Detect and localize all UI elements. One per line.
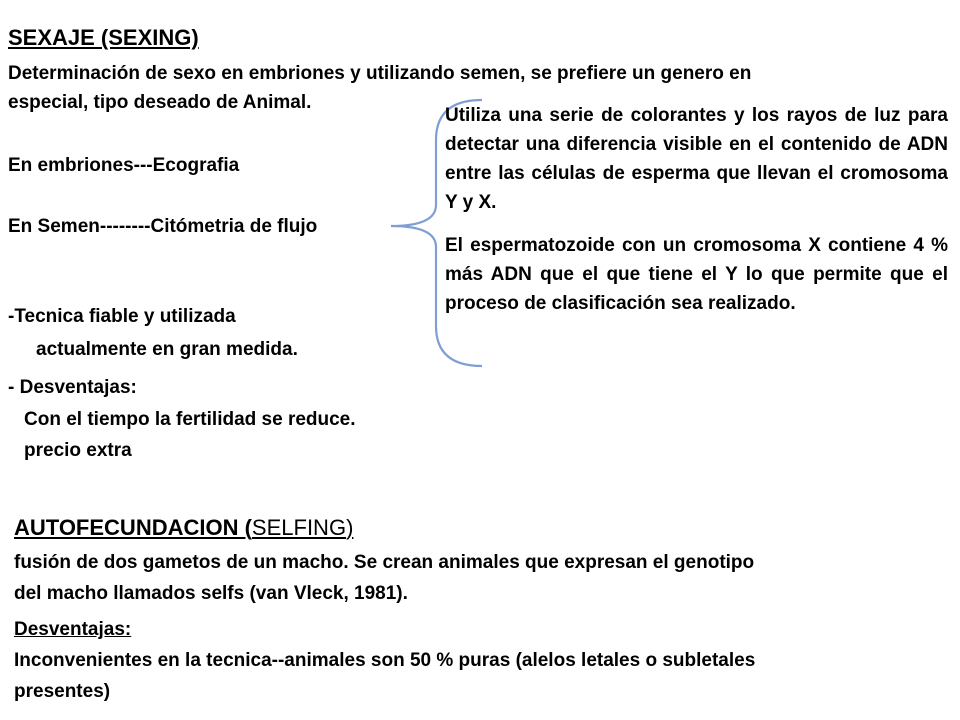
sexing-intro-line-2: especial, tipo deseado de Animal. bbox=[8, 92, 312, 113]
sexing-desventajas-title: - Desventajas: bbox=[8, 377, 137, 398]
brace-note-para-1: Utiliza una serie de colorantes y los rayos de luz para detectar una diferencia visible en el contenido de ADN entre las células de esperma que llevan el cromosoma Y y X. bbox=[445, 105, 948, 213]
sexing-desventaja-1: Con el tiempo la fertilidad se reduce. bbox=[24, 409, 356, 430]
sexing-intro-line-1: Determinación de sexo en embriones y utilizando semen, se prefiere un genero en bbox=[8, 63, 752, 84]
selfing-title-bold: AUTOFECUNDACION ( bbox=[14, 515, 252, 540]
sexing-title: SEXAJE (SEXING) bbox=[8, 25, 199, 50]
selfing-issue-line-2: presentes) bbox=[14, 681, 111, 702]
selfing-issue-line-1: Inconvenientes en la tecnica--animales son 50 % puras (alelos letales o subletales bbox=[14, 650, 756, 671]
sexing-desventaja-2: precio extra bbox=[24, 440, 132, 461]
tecnica-line-2: actualmente en gran medida. bbox=[36, 339, 298, 360]
selfing-title-light: SELFING bbox=[251, 515, 347, 540]
selfing-desventajas-title: Desventajas: bbox=[14, 619, 132, 640]
semen-method: En Semen--------Citómetria de flujo bbox=[8, 216, 318, 237]
brace-note-para-2: El espermatozoide con un cromosoma X contiene 4 % más ADN que el que tiene el Y lo que permite que el proceso de clasificación sea realizado. bbox=[445, 235, 948, 314]
tecnica-line-1: -Tecnica fiable y utilizada bbox=[8, 306, 236, 327]
embriones-method: En embriones---Ecografia bbox=[8, 155, 240, 176]
selfing-title bbox=[14, 515, 353, 541]
selfing-title-close: ) bbox=[346, 515, 354, 540]
selfing-desc-line-2: del macho llamados selfs (van Vleck, 1981). bbox=[14, 583, 408, 604]
selfing-desc-line-1: fusión de dos gametos de un macho. Se crean animales que expresan el genotipo bbox=[14, 552, 755, 573]
